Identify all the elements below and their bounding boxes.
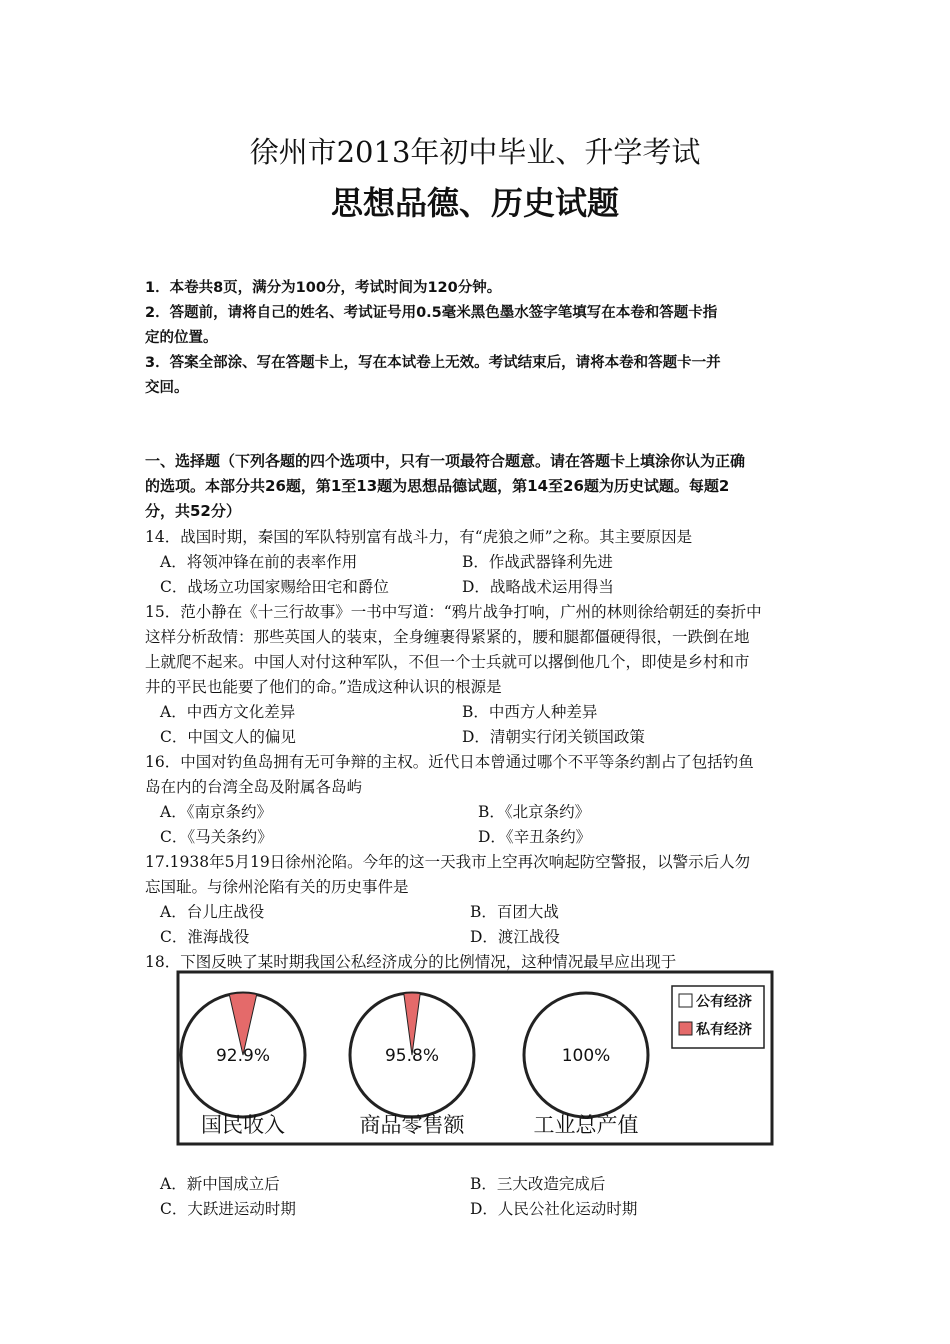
- question-stem: 上就爬不起来。中国人对付这种军队，不但一个士兵就可以撂倒他几个，即使是乡村和市: [145, 653, 750, 671]
- option-a: A．中西方文化差异: [160, 703, 296, 721]
- option-d: D．清朝实行闭关锁国政策: [462, 728, 645, 746]
- question-stem: 井的平民也能要了他们的命。”造成这种认识的根源是: [145, 678, 502, 696]
- exam-note: 1．本卷共8页，满分为100分，考试时间为120分钟。: [145, 280, 502, 296]
- pie-category-label: 商品零售额: [359, 1113, 465, 1137]
- pie-value-label: 92.9%: [215, 1046, 271, 1066]
- question-stem: 这样分析敌情：那些英国人的装束，全身缠裹得紧紧的，腰和腿都僵硬得很，一跌倒在地: [145, 628, 750, 646]
- section-heading: 分，共52分）: [145, 502, 241, 520]
- pie-category-label: 国民收入: [201, 1113, 285, 1137]
- section-heading: 一、选择题（下列各题的四个选项中，只有一项最符合题意。请在答题卡上填涂你认为正确: [145, 452, 746, 470]
- option-c: C．中国文人的偏见: [160, 728, 296, 746]
- option-b: B．中西方人种差异: [462, 703, 598, 721]
- exam-note: 2．答题前，请将自己的姓名、考试证号用0.5毫米黑色墨水签字笔填写在本卷和答题卡指: [145, 305, 718, 321]
- pie-charts-figure: [176, 970, 776, 1150]
- option-b: B．《北京条约》: [478, 803, 591, 821]
- option-d: D．渡江战役: [470, 928, 560, 946]
- exam-note: 3．答案全部涂、写在答题卡上，写在本试卷上无效。考试结束后，请将本卷和答题卡一并: [145, 355, 721, 371]
- option-c: C．《马关条约》: [160, 828, 273, 846]
- option-a: A．新中国成立后: [160, 1175, 280, 1193]
- option-b: B．三大改造完成后: [470, 1175, 606, 1193]
- question-stem: 17.1938年5月19日徐州沦陷。今年的这一天我市上空再次响起防空警报，以警示后人勿: [145, 853, 751, 871]
- option-a: A．《南京条约》: [160, 803, 272, 821]
- page-title: 徐州市2013年初中毕业、升学考试: [249, 135, 701, 169]
- question-stem: 18．下图反映了某时期我国公私经济成分的比例情况，这种情况最早应出现于: [145, 953, 677, 971]
- legend-swatch: [679, 1022, 692, 1035]
- option-b: B．作战武器锋利先进: [462, 553, 613, 571]
- pie-value-label: 100%: [561, 1046, 611, 1066]
- question-stem: 岛在内的台湾全岛及附属各岛屿: [145, 778, 363, 796]
- legend-swatch: [679, 994, 692, 1007]
- option-c: C．淮海战役: [160, 928, 250, 946]
- question-stem: 15．范小静在《十三行故事》一书中写道：“鸦片战争打响，广州的林则徐给朝廷的奏折中: [145, 603, 762, 621]
- page-subtitle: 思想品德、历史试题: [330, 184, 619, 222]
- question-stem: 14．战国时期，秦国的军队特别富有战斗力，有“虎狼之师”之称。其主要原因是: [145, 528, 693, 546]
- option-d: D．战略战术运用得当: [462, 578, 614, 596]
- legend-label: 公有经济: [696, 994, 752, 1010]
- option-c: C．战场立功国家赐给田宅和爵位: [160, 578, 389, 596]
- section-heading: 的选项。本部分共26题，第1至13题为思想品德试题，第14至26题为历史试题。每题2: [145, 477, 730, 495]
- option-a: A．将领冲锋在前的表率作用: [160, 553, 358, 571]
- pie-value-label: 95.8%: [384, 1046, 440, 1066]
- option-d: D．人民公社化运动时期: [470, 1200, 638, 1218]
- exam-note: 交回。: [145, 380, 189, 396]
- option-a: A．台儿庄战役: [160, 903, 265, 921]
- pie-category-label: 工业总产值: [533, 1113, 639, 1137]
- option-d: D．《辛丑条约》: [478, 828, 592, 846]
- exam-note: 定的位置。: [145, 330, 218, 346]
- question-stem: 忘国耻。与徐州沦陷有关的历史事件是: [145, 878, 409, 896]
- legend-label: 私有经济: [696, 1022, 752, 1038]
- option-c: C．大跃进运动时期: [160, 1200, 296, 1218]
- option-b: B．百团大战: [470, 903, 559, 921]
- question-stem: 16．中国对钓鱼岛拥有无可争辩的主权。近代日本曾通过哪个不平等条约割占了包括钓鱼: [145, 753, 754, 771]
